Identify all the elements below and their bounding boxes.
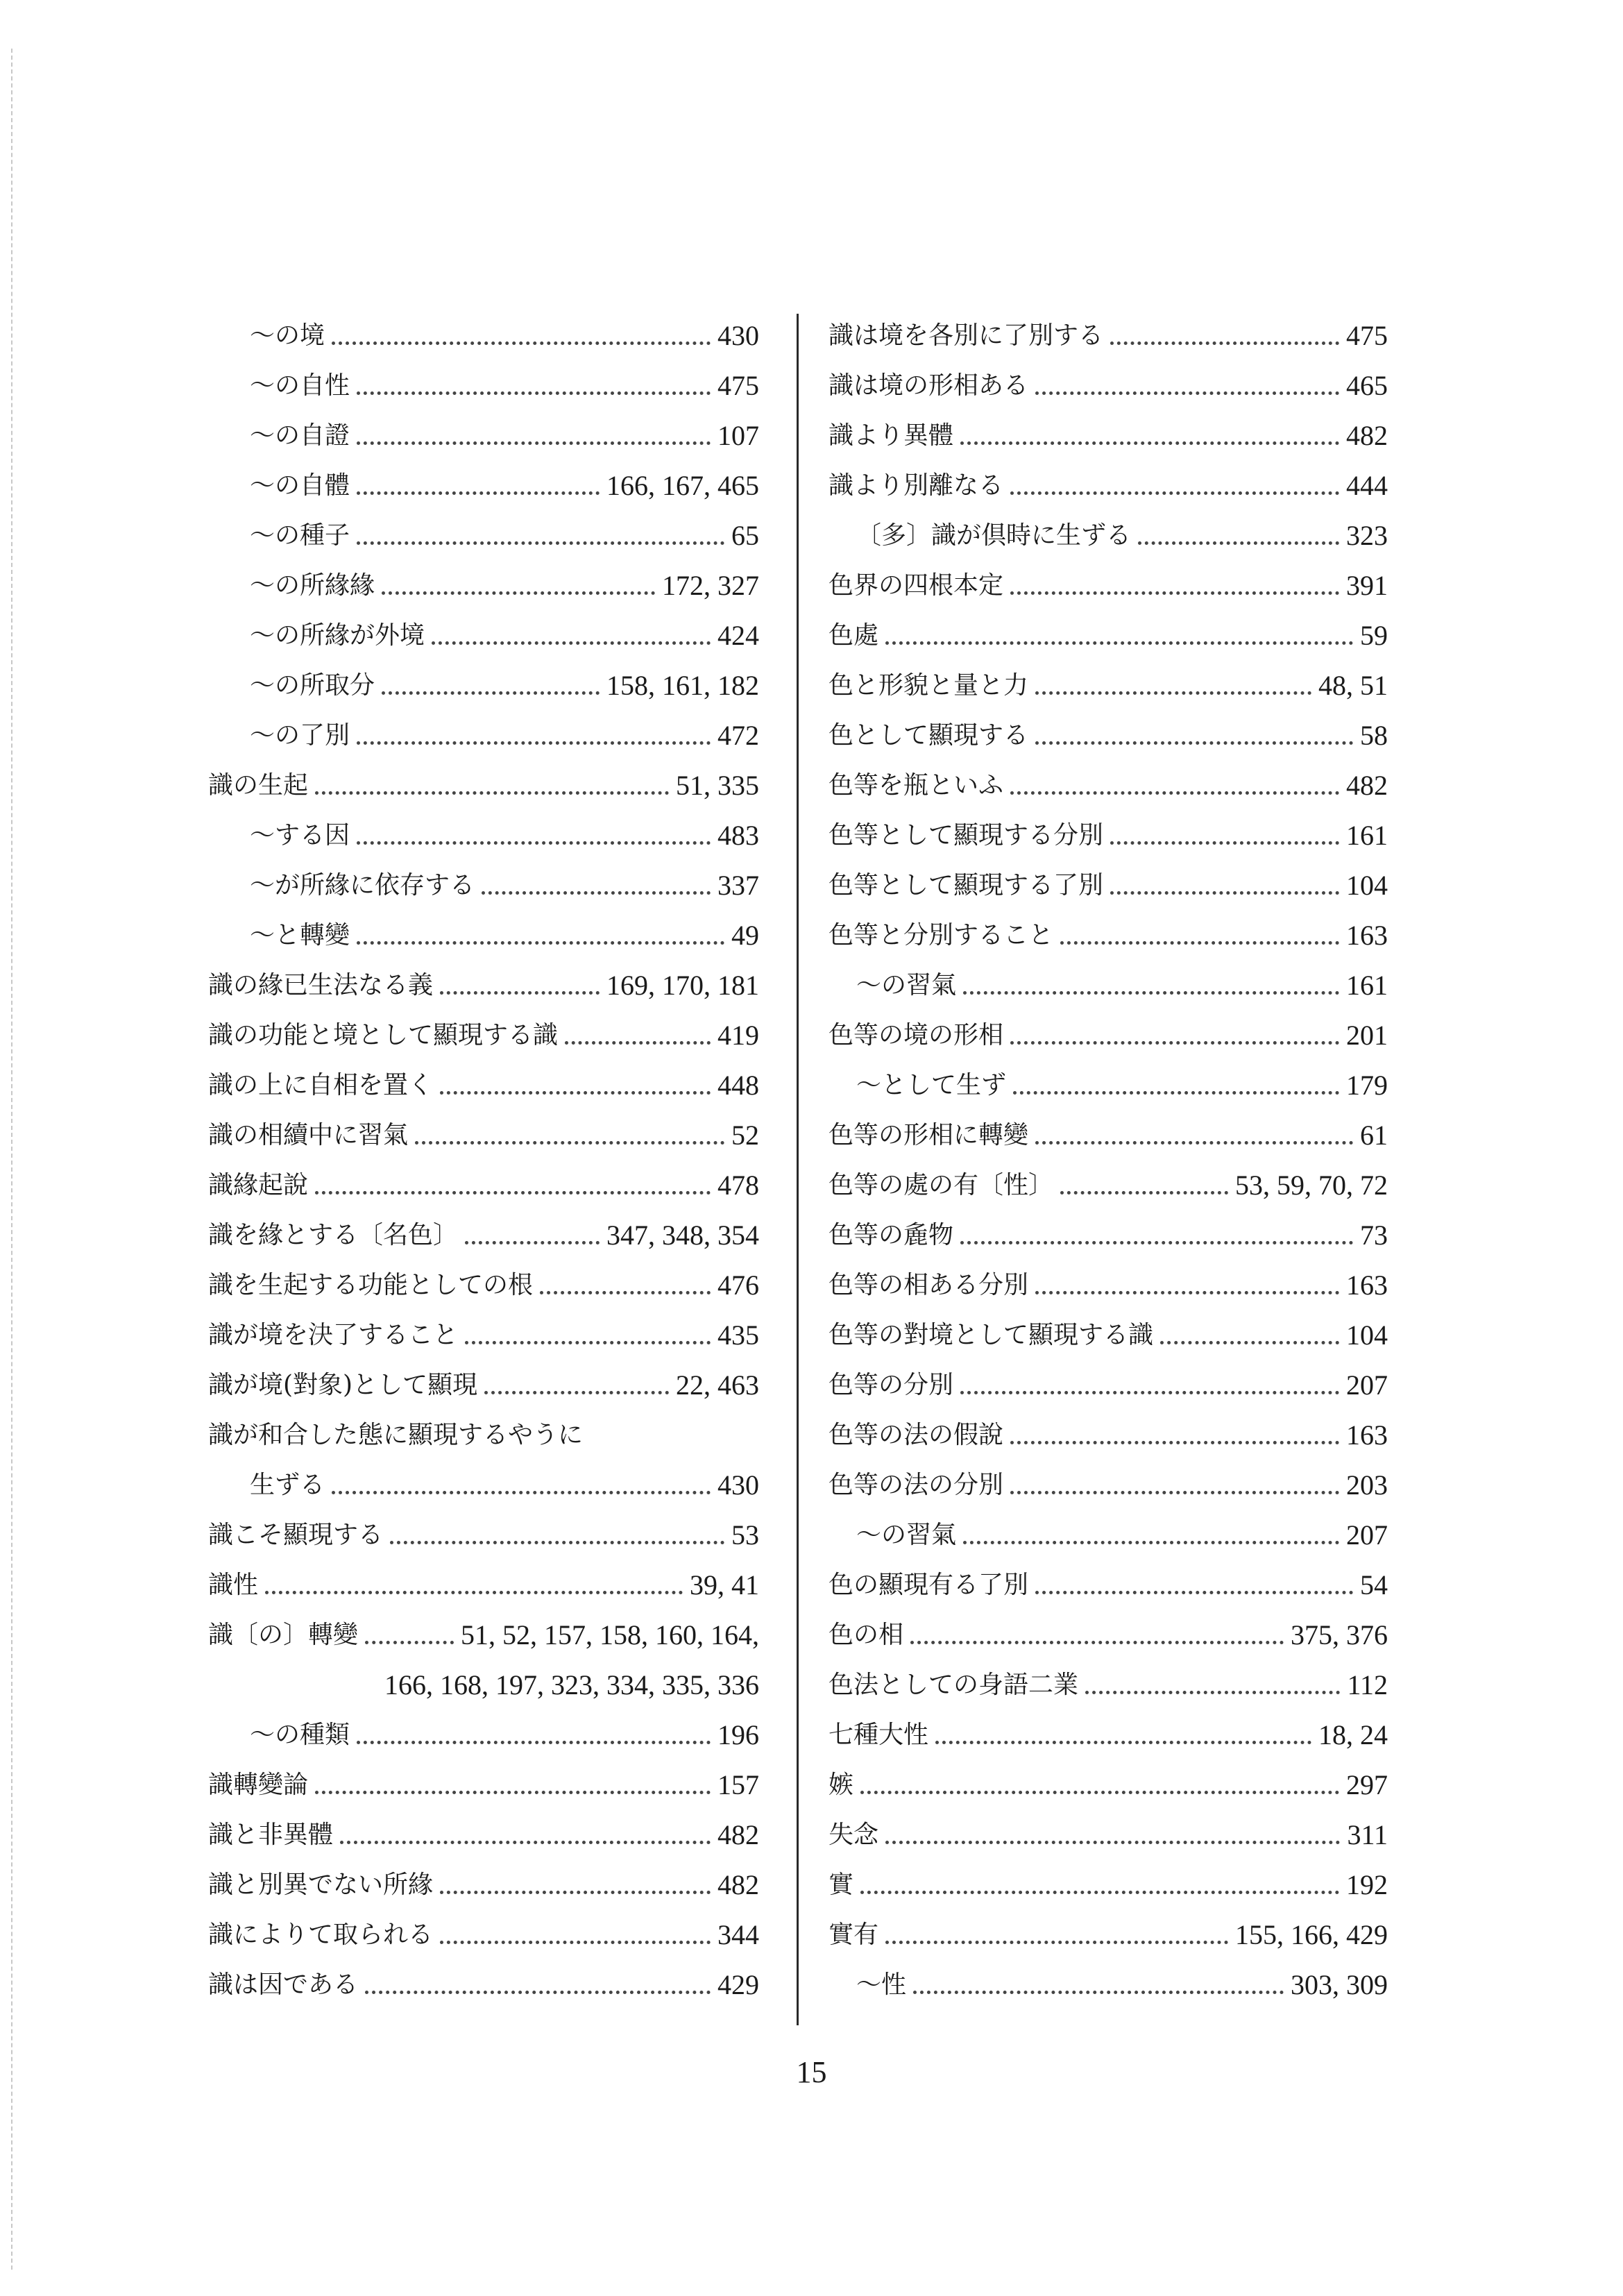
index-term: 色等を瓶といふ [829,771,1004,800]
index-entry [208,1710,759,1760]
index-pages: 163 [1346,1419,1388,1451]
index-term: 〜の習氣 [856,1521,957,1549]
index-entry [829,1111,1388,1160]
index-pages: 107 [717,420,759,451]
dot-leader [1138,541,1339,545]
index-pages: 203 [1346,1469,1388,1501]
index-term: 〜の習氣 [856,971,957,999]
index-entry [208,661,759,711]
index-term: 失念 [829,1821,879,1849]
index-entry [829,1660,1388,1710]
dot-leader [315,791,669,795]
index-entry [208,861,759,911]
index-term: 識を生起する功能としての根 [208,1271,534,1299]
index-pages: 424 [717,620,759,651]
index-entry [829,1960,1388,2010]
dot-leader [390,1541,724,1544]
index-entry [829,611,1388,661]
dot-leader [913,1991,1284,1994]
index-pages: 169, 170, 181 [606,970,759,1001]
index-entry [829,411,1388,461]
dot-leader [357,541,724,545]
index-column-left [208,311,759,2010]
index-pages: 163 [1346,920,1388,951]
index-entry [829,811,1388,861]
index-entry [208,1360,759,1410]
index-entry [208,1410,759,1460]
index-entry [208,1610,759,1660]
index-entry [208,1210,759,1260]
index-term: 色界の四根本定 [829,571,1004,600]
dot-leader [357,1741,711,1744]
index-pages: 192 [1346,1869,1388,1900]
index-term: 色等の法の分別 [829,1471,1004,1499]
index-term: 識が境(對象)として顯現 [208,1371,478,1399]
index-term: 〜の所緣緣 [250,571,375,600]
index-pages: 465 [1346,370,1388,401]
dot-leader [357,941,724,945]
dot-leader [315,1191,711,1195]
index-term: 實 [829,1871,854,1899]
index-pages: 104 [1346,1319,1388,1351]
index-entry [829,661,1388,711]
dot-leader [1085,1691,1340,1694]
index-pages: 430 [717,320,759,351]
index-pages: 472 [717,720,759,751]
index-entry [829,1560,1388,1610]
index-pages: 161 [1346,820,1388,851]
index-pages: 48, 51 [1318,670,1388,701]
index-entry [208,1160,759,1210]
dot-leader [365,1991,711,1994]
index-term: 識緣起說 [208,1171,309,1199]
index-pages: 478 [717,1170,759,1201]
index-entry [829,761,1388,811]
index-entry [208,911,759,961]
index-term: 識の相續中に習氣 [208,1121,409,1149]
dot-leader [332,1491,711,1494]
dot-leader [340,1841,711,1844]
dot-leader [265,1591,683,1594]
index-pages: 155, 166, 429 [1235,1919,1388,1950]
index-term: 〜の所緣が外境 [250,621,425,650]
index-term: 〜として生ず [856,1071,1007,1099]
index-entry [208,1111,759,1160]
index-term: 色等の相ある分別 [829,1271,1029,1299]
index-entry [829,1460,1388,1510]
index-pages: 375, 376 [1291,1619,1388,1651]
index-entry [208,1310,759,1360]
index-term: 色として顯現する [829,721,1029,750]
index-entry [208,311,759,361]
index-pages: 207 [1346,1369,1388,1401]
dot-leader [382,691,600,695]
index-entry [208,1860,759,1910]
index-term: 識より異體 [829,421,954,450]
index-pages: 482 [717,1819,759,1850]
index-entry [829,1610,1388,1660]
index-entry [208,1260,759,1310]
index-term: 實有 [829,1921,879,1949]
index-entry [829,1310,1388,1360]
index-entry [208,961,759,1011]
dot-leader [910,1641,1284,1644]
index-term: 〜と轉變 [250,921,350,949]
index-term: 色等の分別 [829,1371,954,1399]
index-entry [829,1210,1388,1260]
index-pages: 59 [1360,620,1388,651]
index-entry [208,761,759,811]
index-pages: 53 [731,1519,759,1551]
dot-leader [357,841,711,845]
dot-leader [860,1891,1339,1894]
index-pages: 166, 167, 465 [606,470,759,501]
index-entry [208,1660,759,1710]
index-term: 〜の自證 [250,421,350,450]
index-term: 色と形貌と量と力 [829,671,1029,700]
index-pages: 166, 168, 197, 323, 334, 335, 336 [384,1669,759,1700]
dot-leader [465,1341,711,1344]
dot-leader [935,1741,1311,1744]
dot-leader [960,441,1339,445]
dot-leader [1035,391,1339,395]
index-entry [829,1260,1388,1310]
index-pages: 344 [717,1919,759,1950]
dot-leader [1110,891,1339,895]
index-entry [829,511,1388,561]
dot-leader [365,1641,454,1644]
index-entry [829,911,1388,961]
index-entry [208,1460,759,1510]
index-pages: 104 [1346,870,1388,901]
index-pages: 448 [717,1070,759,1101]
dot-leader [1035,691,1311,695]
index-term: 識轉變論 [208,1771,309,1799]
index-entry [829,1710,1388,1760]
dot-leader [1035,1141,1353,1145]
index-pages: 179 [1346,1070,1388,1101]
index-term: 識を緣とする〔名色〕 [208,1221,459,1249]
dot-leader [1060,1191,1228,1195]
dot-leader [963,991,1339,995]
index-term: 識の上に自相を置く [208,1071,434,1099]
dot-leader [440,1091,711,1095]
index-entry [208,811,759,861]
index-entry [829,561,1388,611]
index-term: 識は因である [208,1970,359,1999]
dot-leader [357,491,600,495]
index-pages: 73 [1360,1219,1388,1251]
index-term: 識は境を各別に了別する [829,321,1104,350]
dot-leader [432,641,711,645]
index-term: 〜の種子 [250,521,350,550]
dot-leader [1010,1491,1339,1494]
index-entry [208,711,759,761]
index-entry [208,461,759,511]
index-term: 色法としての身語二業 [829,1671,1079,1699]
index-term: 識が和合した態に顯現するやうに [208,1421,584,1449]
index-entry [829,1510,1388,1560]
index-term: 色等の境の形相 [829,1021,1004,1049]
index-pages: 475 [717,370,759,401]
index-term: 色等の形相に轉變 [829,1121,1029,1149]
index-entry [829,1810,1388,1860]
index-term: 〜する因 [250,821,350,850]
index-term: 色等の法の假說 [829,1421,1004,1449]
index-entry [829,461,1388,511]
index-term: 〔多〕識が倶時に生ずる [856,521,1132,550]
index-term: 識の生起 [208,771,309,800]
dot-leader [1010,591,1339,595]
index-entry [208,361,759,411]
dot-leader [465,1241,600,1244]
dot-leader [885,1841,1340,1844]
index-entry [208,1560,759,1610]
index-term: 〜の了別 [250,721,350,750]
index-term: 〜の種類 [250,1721,350,1749]
index-term: 識〔の〕轉變 [208,1621,359,1649]
dot-leader [440,991,600,995]
dot-leader [1010,791,1339,795]
index-pages: 58 [1360,720,1388,751]
index-pages: 444 [1346,470,1388,501]
index-entry [829,1011,1388,1061]
dot-leader [1160,1341,1339,1344]
index-pages: 207 [1346,1519,1388,1551]
index-pages: 483 [717,820,759,851]
dot-leader [960,1241,1353,1244]
dot-leader [484,1391,669,1394]
dot-leader [565,1041,711,1045]
index-term: 〜が所緣に依存する [250,871,475,900]
index-entry [208,1510,759,1560]
index-entry [208,1960,759,2010]
index-pages: 347, 348, 354 [606,1219,759,1251]
dot-leader [885,1941,1228,1944]
index-pages: 311 [1347,1819,1388,1850]
index-term: 色等の處の有〔性〕 [829,1171,1054,1199]
dot-leader [1110,841,1339,845]
index-term: 識と別異でない所緣 [208,1871,434,1899]
index-term: 色の相 [829,1621,904,1649]
index-term: 色等として顯現する了別 [829,871,1104,900]
index-pages: 65 [731,520,759,551]
dot-leader [357,741,711,745]
binding-edge [11,49,12,2270]
index-entry [208,611,759,661]
index-term: 識の功能と境として顯現する識 [208,1021,559,1049]
dot-leader [1010,1441,1339,1444]
index-pages: 158, 161, 182 [606,670,759,701]
index-term: 〜の自體 [250,471,350,500]
index-pages: 112 [1347,1669,1388,1700]
index-pages: 419 [717,1020,759,1051]
index-pages: 201 [1346,1020,1388,1051]
index-term: 〜の所取分 [250,671,375,700]
index-entry [208,511,759,561]
index-pages: 196 [717,1719,759,1750]
index-pages: 163 [1346,1269,1388,1301]
index-term: 生ずる [250,1471,325,1499]
index-pages: 476 [717,1269,759,1301]
index-entry [208,411,759,461]
index-entry [829,1760,1388,1810]
dot-leader [1010,1041,1339,1045]
index-pages: 161 [1346,970,1388,1001]
index-pages: 51, 52, 157, 158, 160, 164, [461,1619,759,1651]
index-pages: 157 [717,1769,759,1800]
index-term: 色等の對境として顯現する識 [829,1321,1154,1349]
index-pages: 323 [1346,520,1388,551]
index-entry [208,561,759,611]
index-pages: 172, 327 [662,570,759,601]
index-entry [829,1410,1388,1460]
index-pages: 429 [717,1969,759,2000]
index-entry [829,1860,1388,1910]
index-term: 識こそ顯現する [208,1521,384,1549]
index-term: 〜の境 [250,321,325,350]
index-pages: 337 [717,870,759,901]
index-term: 識によりて取られる [208,1921,434,1949]
index-term: 色等と分別すること [829,921,1054,949]
index-entry [208,1810,759,1860]
index-pages: 297 [1346,1769,1388,1800]
index-pages: 39, 41 [690,1569,759,1601]
dot-leader [357,391,711,395]
dot-leader [440,1941,711,1944]
dot-leader [540,1291,711,1294]
index-pages: 430 [717,1469,759,1501]
index-term: 〜性 [856,1970,907,1999]
index-term: 識より別離なる [829,471,1004,500]
index-pages: 51, 335 [676,770,759,801]
index-term: 嫉 [829,1771,854,1799]
index-term: 七種大性 [829,1721,929,1749]
index-pages: 475 [1346,320,1388,351]
dot-leader [1035,1591,1353,1594]
index-term: 色等の麁物 [829,1221,954,1249]
index-term: 識は境の形相ある [829,371,1029,400]
index-term: 色處 [829,621,879,650]
index-entry [829,861,1388,911]
index-pages: 54 [1360,1569,1388,1601]
index-entry [208,1011,759,1061]
dot-leader [415,1141,724,1145]
index-pages: 53, 59, 70, 72 [1235,1170,1388,1201]
dot-leader [1060,941,1339,945]
dot-leader [1035,1291,1339,1294]
index-entry [829,361,1388,411]
index-pages: 18, 24 [1318,1719,1388,1750]
dot-leader [963,1541,1339,1544]
index-pages: 482 [1346,770,1388,801]
index-pages: 22, 463 [676,1369,759,1401]
index-pages: 49 [731,920,759,951]
index-entry [829,1160,1388,1210]
index-column-right [829,311,1388,2010]
page-number: 15 [796,2055,827,2089]
index-pages: 52 [731,1120,759,1151]
dot-leader [357,441,711,445]
dot-leader [960,1391,1339,1394]
index-entry [829,961,1388,1011]
dot-leader [1110,341,1339,345]
dot-leader [440,1891,711,1894]
index-term: 識の緣已生法なる義 [208,971,434,999]
dot-leader [382,591,655,595]
index-pages: 61 [1360,1120,1388,1151]
dot-leader [885,641,1353,645]
index-entry [208,1910,759,1960]
index-pages: 391 [1346,570,1388,601]
dot-leader [1035,741,1353,745]
dot-leader [332,341,711,345]
index-term: 〜の自性 [250,371,350,400]
index-entry [208,1760,759,1810]
dot-leader [860,1791,1339,1794]
index-term: 識が境を決了すること [208,1321,459,1349]
index-pages: 303, 309 [1291,1969,1388,2000]
index-entry [829,1360,1388,1410]
dot-leader [482,891,711,895]
index-pages: 482 [1346,420,1388,451]
index-pages: 435 [717,1319,759,1351]
index-term: 色の顯現有る了別 [829,1571,1029,1599]
index-entry [829,1061,1388,1111]
index-entry [829,1910,1388,1960]
index-entry [829,711,1388,761]
dot-leader [315,1791,711,1794]
index-pages: 482 [717,1869,759,1900]
index-term: 識性 [208,1571,259,1599]
index-term: 色等として顯現する分別 [829,821,1104,850]
index-entry [829,311,1388,361]
index-entry [208,1061,759,1111]
column-divider [797,314,799,2025]
dot-leader [1010,491,1339,495]
dot-leader [1013,1091,1339,1095]
index-term: 識と非異體 [208,1821,334,1849]
